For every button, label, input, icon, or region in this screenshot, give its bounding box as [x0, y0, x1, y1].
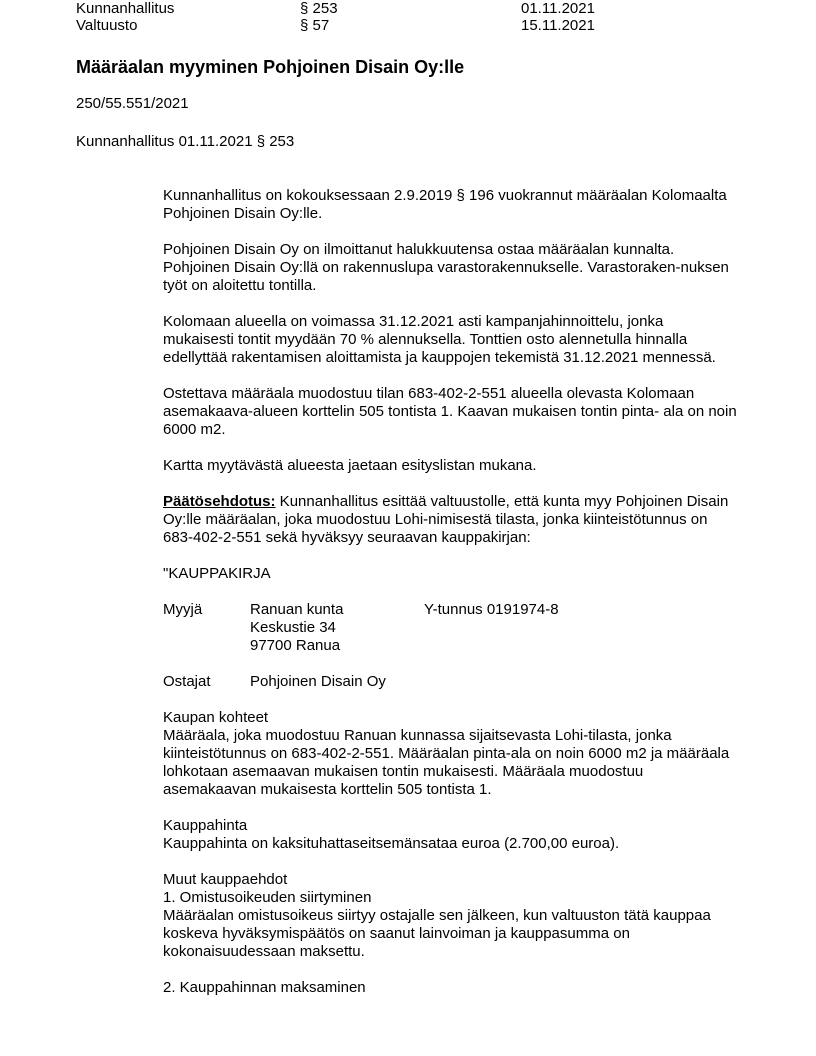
term2-heading: 2. Kauppahinnan maksaminen	[163, 979, 366, 996]
meeting-reference: Kunnanhallitus 01.11.2021 § 253	[76, 133, 295, 150]
seller-business-id: Y-tunnus 0191974-8	[424, 601, 559, 618]
paragraph: Kolomaan alueella on voimassa 31.12.2021 asti kampanjahinnoittelu, jonka mukaisesti tontit myydään 70 % alennuksella. Tonttien osto alennetulla hinnalla edellyttää rakentamisen aloittamista ja kauppojen tekemistä 31.12.2021 mennessä.	[163, 313, 716, 366]
proposal-label: Päätösehdotus:	[163, 493, 276, 510]
header-section: § 253	[300, 0, 338, 17]
seller-street: Keskustie 34	[250, 619, 336, 636]
header-row-valtuusto	[76, 17, 756, 35]
document-title: Määräalan myyminen Pohjoinen Disain Oy:lle	[76, 57, 465, 77]
header-body: Kunnanhallitus	[76, 0, 175, 17]
term1-heading: 1. Omistusoikeuden siirtyminen	[163, 889, 372, 906]
proposal-text: Kunnanhallitus esittää valtuustolle, että kunta myy Pohjoinen Disain Oy:lle määräalan, joka muodostuu Lohi-nimisestä tilasta, jonka kiinteistötunnus on 683-402-2-551 sekä hyväksyy seuraavan kauppakirjan:	[163, 493, 729, 546]
seller-label: Myyjä	[163, 601, 203, 618]
header-date: 15.11.2021	[521, 17, 595, 34]
header-row-kunnanhallitus	[76, 0, 756, 18]
seller-name: Ranuan kunta	[250, 601, 344, 618]
paragraph: Kunnanhallitus on kokouksessaan 2.9.2019 § 196 vuokrannut määräalan Kolomaalta Pohjoinen Disain Oy:lle.	[163, 187, 727, 222]
term1-text: Määräalan omistusoikeus siirtyy ostajalle sen jälkeen, kun valtuuston tätä kauppaa koskeva hyväksymispäätös on saanut lainvoiman ja kauppasumma on kokonaisuudessaan maksettu.	[163, 907, 711, 960]
buyer-name: Pohjoinen Disain Oy	[250, 673, 386, 690]
price-heading: Kauppahinta	[163, 817, 248, 834]
seller-city: 97700 Ranua	[250, 637, 341, 654]
paragraph: Pohjoinen Disain Oy on ilmoittanut halukkuutensa ostaa määräalan kunnalta. Pohjoinen Disain Oy:llä on rakennuslupa varastorakennukselle. Varastoraken-nuksen työt on aloitettu tontilla.	[163, 241, 729, 294]
paragraph: Kartta myytävästä alueesta jaetaan esityslistan mukana.	[163, 457, 537, 474]
decision-proposal	[163, 493, 738, 547]
case-number: 250/55.551/2021	[76, 95, 189, 112]
buyer-block	[163, 673, 738, 691]
objects-text: Määräala, joka muodostuu Ranuan kunnassa sijaitsevasta Lohi-tilasta, jonka kiinteistötunnus on 683-402-2-551. Määräalan pinta-ala on noin 6000 m2 ja määräala lohkotaan asemaavan mukaisen tontin mukaisesti. Määräala muodostuu asemakaavan mukaisesta korttelin 505 tontista 1.	[163, 727, 730, 798]
seller-block	[163, 601, 738, 655]
contract-heading: "KAUPPAKIRJA	[163, 565, 271, 582]
header-body: Valtuusto	[76, 17, 138, 34]
header-section: § 57	[300, 17, 330, 34]
buyer-label: Ostajat	[163, 673, 211, 690]
objects-heading: Kaupan kohteet	[163, 709, 269, 726]
paragraph: Ostettava määräala muodostuu tilan 683-402-2-551 alueella olevasta Kolomaan asemakaava-alueen korttelin 505 tontista 1. Kaavan mukaisen tontin pinta- ala on noin 6000 m2.	[163, 385, 737, 438]
terms-heading: Muut kauppaehdot	[163, 871, 288, 888]
document-body	[163, 187, 738, 997]
price-text: Kauppahinta on kaksituhattaseitsemänsataa euroa (2.700,00 euroa).	[163, 835, 620, 852]
header-date: 01.11.2021	[521, 0, 595, 17]
